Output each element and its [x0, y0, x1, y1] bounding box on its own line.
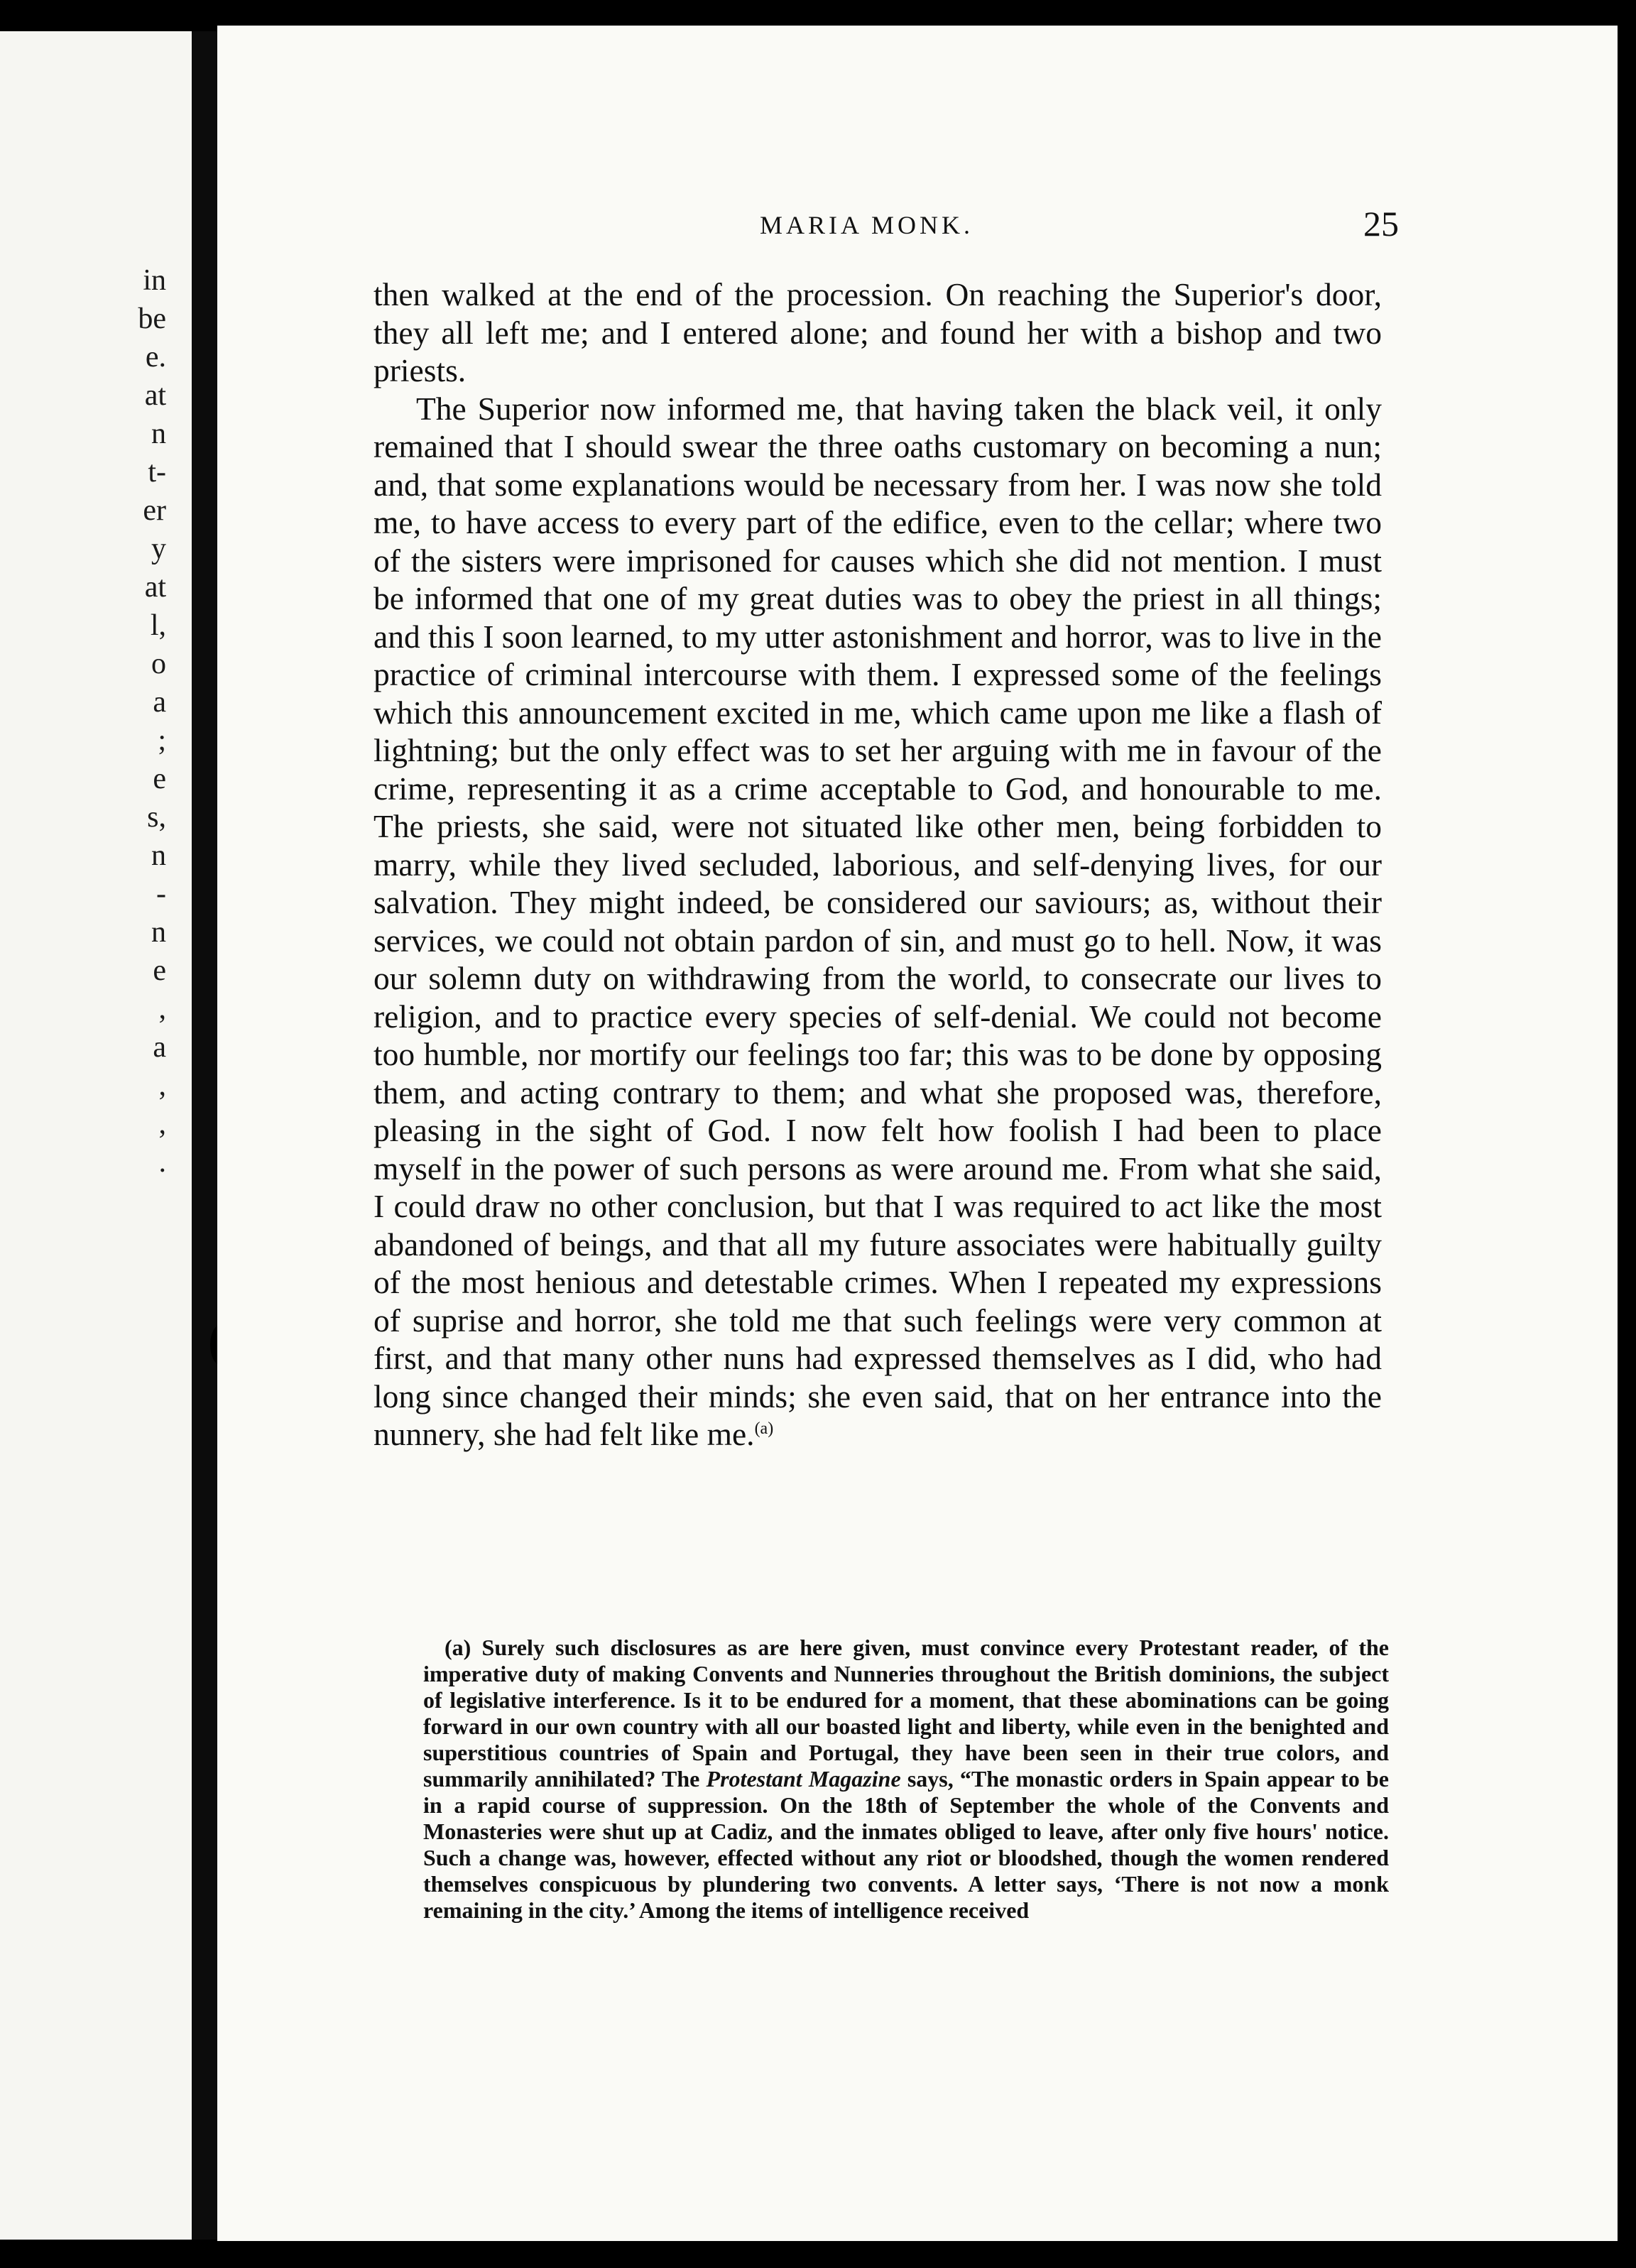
facing-page-fragment: e. [145, 341, 166, 374]
facing-page-fragment: n [151, 839, 166, 872]
footnote-reference: (a) [754, 1419, 774, 1438]
facing-page-fragment: - [156, 878, 166, 910]
facing-page-fragment: e [153, 763, 166, 795]
body-text [373, 276, 1382, 1454]
facing-page-fragment: e [153, 954, 166, 987]
facing-page-fragment: er [143, 494, 166, 527]
facing-page-fragment: a [153, 1031, 166, 1064]
facing-page-fragment: s, [147, 801, 166, 834]
facing-page-fragment: ; [158, 724, 166, 757]
page-header [760, 203, 1399, 246]
footnote-text-part-2: says, “The monastic orders in Spain appear to be in a rapid course of suppression. On the 18th of September the whole of the Convents and Monasteries were shut up at Cadiz, and the inmates obliged to leave, after only five hours' notice. Such a change was, however, effected without any riot or bloodshed, though the women rendered themselves conspicuous by plundering two convents. A letter says, ‘There is not now a monk remaining in the city.’ Among the items of intelligence received [423, 1766, 1389, 1923]
facing-page-fragment: l, [150, 609, 166, 642]
footnote-marker: (a) [445, 1635, 471, 1660]
facing-page-edge [0, 31, 192, 2240]
book-gutter [192, 31, 217, 2240]
facing-page-fragment: n [151, 418, 166, 450]
footnote [423, 1635, 1389, 1924]
facing-page-fragment: y [151, 533, 166, 565]
page-number: 25 [1363, 204, 1399, 244]
paragraph-text: The Superior now informed me, that having taken the black veil, it only remained that I should swear the three oaths customary on becoming a nun; and, that some explanations would be necessary from her. I was now she told me, to have access to every part of the edifice, even to the cellar; where two of the sisters were imprisoned for causes which she did not mention. I must be informed that one of my great duties was to obey the priest in all things; and this I soon learned, to my utter astonishment and horror, was to live in the practice of criminal intercourse with them. I expressed some of the feelings which this announcement excited in me, which came upon me like a flash of lightning; but the only effect was to set her arguing with me in favour of the crime, representing it as a crime acceptable to God, and honourable to me. The priests, she said, were not situated like other men, being forbidden to marry, while they lived secluded, laborious, and self-denying lives, for our salvation. They might indeed, be considered our saviours; as, without their services, we could not obtain pardon of sin, and must go to hell. Now, it was our solemn duty on withdrawing from the world, to consecrate our lives to religion, and to practice every species of self-denial. We could not become too humble, nor mortify our feelings too far; this was to be done by opposing them, and acting contrary to them; and what she proposed was, therefore, pleasing in the sight of God. I now felt how foolish I had been to place myself in the power of such persons as were around me. From what she said, I could draw no other conclusion, but that I was required to act like the most abandoned of beings, and that all my future associates were habitually guilty of the most henious and detestable crimes. When I repeated my expressions of suprise and horror, she told me that such feelings were very common at first, and that many other nuns had expressed themselves as I did, who had long since changed their minds; she even said, that on her entrance into the nunnery, she had felt like me. [373, 390, 1382, 1452]
paragraph-superior-informed [373, 390, 1382, 1454]
paragraph-continuation: then walked at the end of the procession. On reaching the Superior's door, they all left me; and I entered alone; and found her with a bishop and two priests. [373, 276, 1382, 388]
facing-page-fragment: at [144, 571, 166, 604]
facing-page-fragment: , [158, 1069, 166, 1102]
footnote-publication: Protestant Magazine [706, 1766, 901, 1792]
facing-page-fragment: be [138, 302, 166, 335]
facing-page-fragment: at [144, 379, 166, 412]
facing-page-fragment: n [151, 916, 166, 949]
footnote-text-part-1: Surely such disclosures as are here given, must convince every Protestant reader, of the imperative duty of making Convents and Nunneries throughout the British dominions, the subject of legislative interference. Is it to be endured for a moment, that these abominations can be going forward in our own country with all our boasted light and liberty, while even in the benighted and superstitious countries of Spain and Portugal, they have been seen in their true colors, and summarily annihilated? The [423, 1635, 1390, 1792]
facing-page-fragment: . [158, 1146, 166, 1179]
facing-page-fragment: t- [148, 456, 166, 489]
facing-page-fragment: o [151, 648, 166, 680]
facing-page-fragment: a [153, 686, 166, 719]
facing-page-fragment: in [143, 264, 166, 297]
facing-page-fragment: , [158, 1108, 166, 1140]
running-title: MARIA MONK. [760, 211, 974, 239]
facing-page-fragment: , [158, 993, 166, 1025]
